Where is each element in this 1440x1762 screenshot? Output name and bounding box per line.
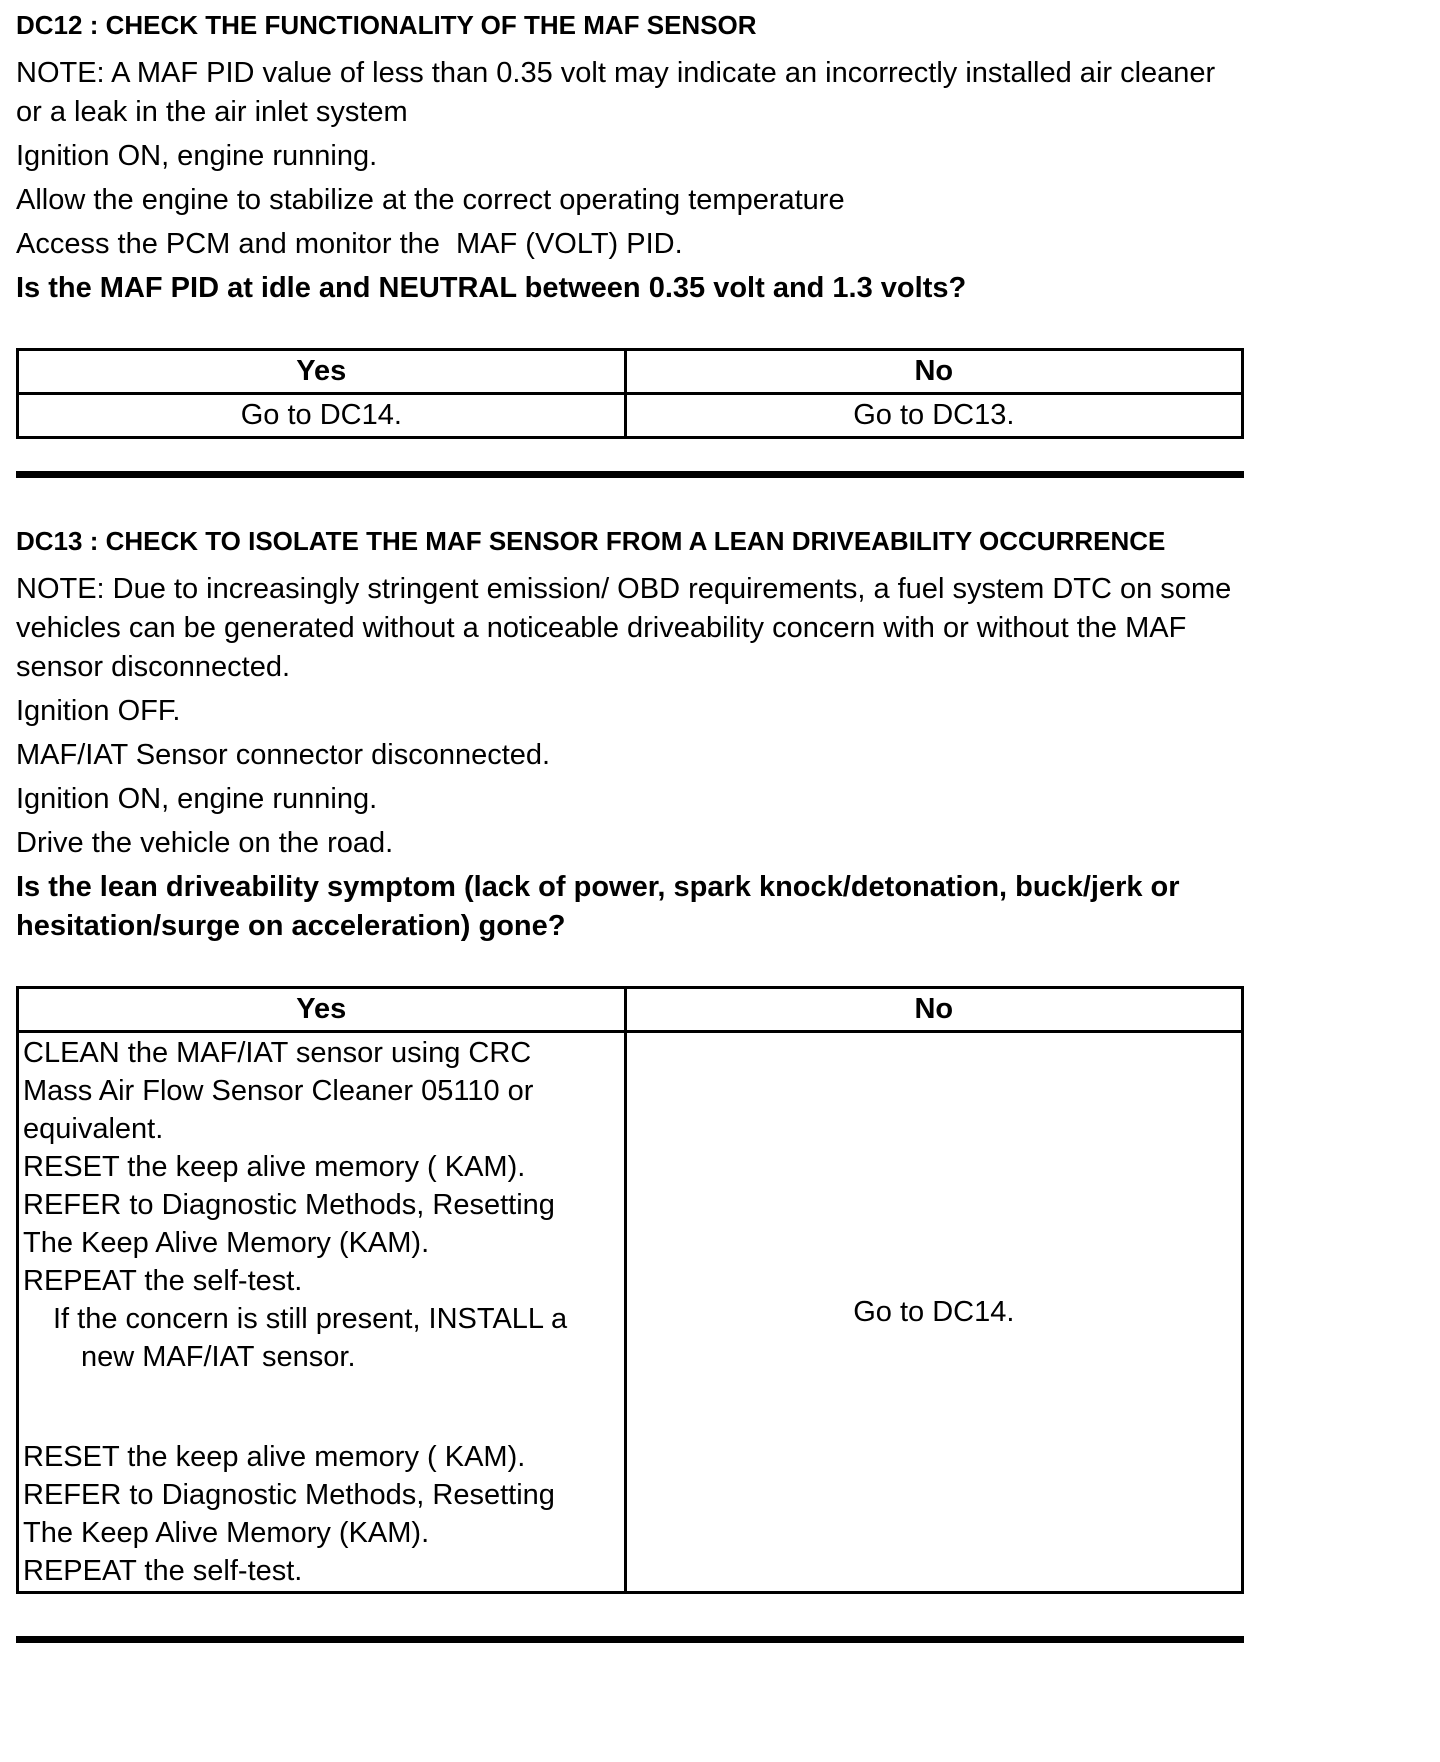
- dc13-step-2: MAF/IAT Sensor connector disconnected.: [16, 739, 551, 771]
- yes-action-line: If the concern is still present, INSTALL a: [53, 1303, 568, 1335]
- dc13-note: NOTE: Due to increasingly stringent emission/ OBD requirements, a fuel system DTC on some vehicles can be generated without a noticeable driveability concern with or without the MAF sensor disconnected.: [16, 573, 1240, 683]
- dc13-yes-header-cell: Yes: [18, 988, 626, 1032]
- yes-action-line: Mass Air Flow Sensor Cleaner 05110 or: [23, 1075, 534, 1107]
- dc12-decision-header-row: [18, 350, 1243, 394]
- bottom-divider: [16, 1636, 1244, 1643]
- yes-action-line: RESET the keep alive memory ( KAM).: [23, 1441, 526, 1473]
- dc12-heading: DC12 : CHECK THE FUNCTIONALITY OF THE MAF SENSOR: [16, 10, 757, 40]
- dc12-yes-action-cell: Go to DC14.: [18, 394, 626, 438]
- yes-action-line: The Keep Alive Memory (KAM).: [23, 1517, 430, 1549]
- yes-action-line: CLEAN the MAF/IAT sensor using CRC: [23, 1037, 532, 1069]
- dc13-yes-action-cell: [18, 1032, 626, 1593]
- yes-action-line: REPEAT the self-test.: [23, 1265, 303, 1297]
- dc13-no-action-cell: Go to DC14.: [625, 1032, 1242, 1593]
- dc13-no-header-cell: No: [625, 988, 1242, 1032]
- section-divider: [16, 471, 1244, 478]
- dc13-step-1: Ignition OFF.: [16, 695, 181, 727]
- document-content: [16, 0, 1244, 1643]
- dc12-yes-header-cell: Yes: [18, 350, 626, 394]
- dc13-decision-table: [16, 986, 1244, 1594]
- section-dc12: [16, 10, 1244, 439]
- dc13-decision-body-row: [18, 1032, 1243, 1593]
- yes-action-line: REFER to Diagnostic Methods, Resetting: [23, 1189, 555, 1221]
- dc12-step-1: Ignition ON, engine running.: [16, 140, 378, 172]
- yes-action-line: REPEAT the self-test.: [23, 1555, 303, 1587]
- blank-line-gap: [23, 1376, 620, 1438]
- dc12-step-3: Access the PCM and monitor the MAF (VOLT) PID.: [16, 228, 683, 260]
- yes-action-line: equivalent.: [23, 1113, 164, 1145]
- dc12-no-action-cell: Go to DC13.: [625, 394, 1242, 438]
- dc12-no-header-cell: No: [625, 350, 1242, 394]
- yes-action-line: REFER to Diagnostic Methods, Resetting: [23, 1479, 555, 1511]
- dc13-decision-header-row: [18, 988, 1243, 1032]
- yes-action-line: The Keep Alive Memory (KAM).: [23, 1227, 430, 1259]
- yes-action-line: RESET the keep alive memory ( KAM).: [23, 1151, 526, 1183]
- yes-action-line: new MAF/IAT sensor.: [81, 1341, 356, 1373]
- dc12-note: NOTE: A MAF PID value of less than 0.35 volt may indicate an incorrectly installed air cleaner or a leak in the air inlet system: [16, 57, 1224, 128]
- dc13-step-4: Drive the vehicle on the road.: [16, 827, 394, 859]
- dc12-question: Is the MAF PID at idle and NEUTRAL between 0.35 volt and 1.3 volts?: [16, 272, 967, 304]
- dc13-heading: DC13 : CHECK TO ISOLATE THE MAF SENSOR FROM A LEAN DRIVEABILITY OCCURRENCE: [16, 526, 1166, 556]
- section-dc13: [16, 526, 1244, 1594]
- dc12-decision-table: [16, 348, 1244, 439]
- dc13-question: Is the lean driveability symptom (lack of power, spark knock/detonation, buck/jerk or hesitation/surge on acceleration) gone?: [16, 871, 1188, 942]
- dc13-step-3: Ignition ON, engine running.: [16, 783, 378, 815]
- dc12-step-2: Allow the engine to stabilize at the correct operating temperature: [16, 184, 845, 216]
- dc12-decision-body-row: [18, 394, 1243, 438]
